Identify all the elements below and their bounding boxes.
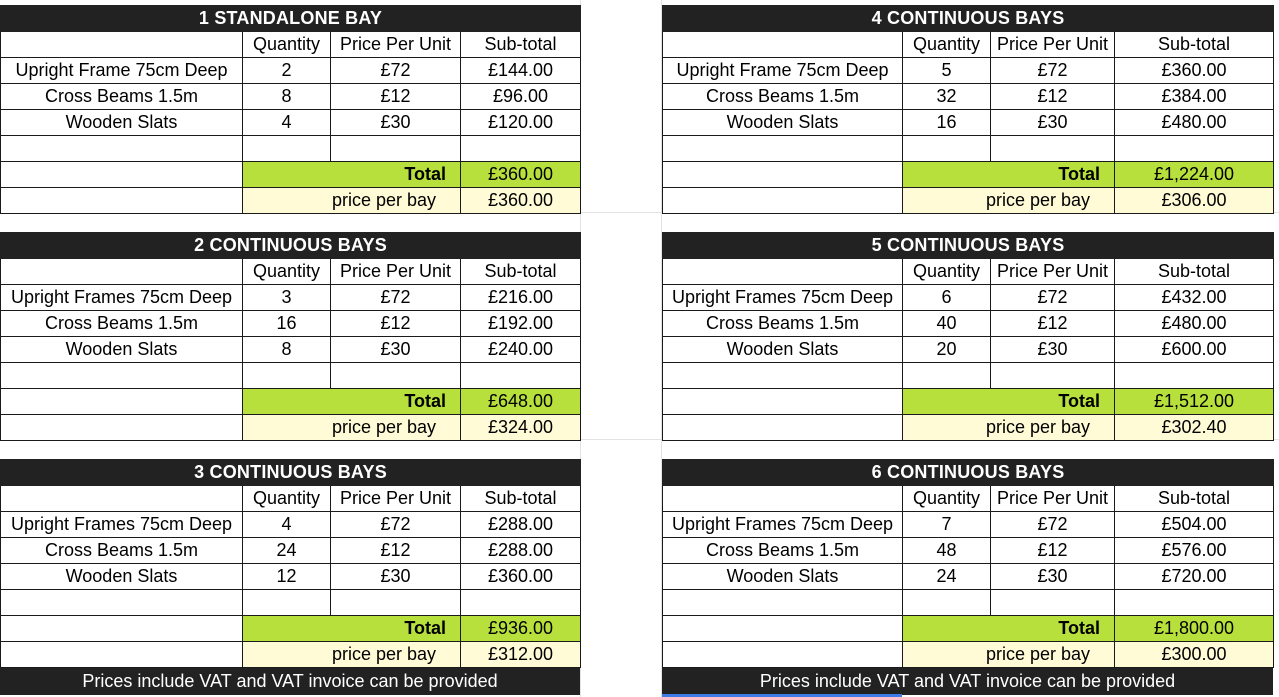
quantity-cell[interactable]: 12 bbox=[243, 564, 331, 590]
price-per-bay-label[interactable]: price per bay bbox=[243, 188, 461, 214]
price-cell[interactable]: £12 bbox=[991, 538, 1115, 564]
table-row bbox=[1, 84, 581, 110]
quantity-cell[interactable]: 24 bbox=[243, 538, 331, 564]
empty-cell[interactable] bbox=[663, 363, 903, 389]
subtotal-cell[interactable]: £288.00 bbox=[461, 512, 581, 538]
table-row bbox=[1, 564, 581, 590]
quantity-cell[interactable]: 2 bbox=[243, 58, 331, 84]
empty-cell[interactable] bbox=[331, 136, 461, 162]
empty-cell[interactable] bbox=[991, 590, 1115, 616]
item-cell[interactable]: Wooden Slats bbox=[663, 110, 903, 136]
price-per-bay-row bbox=[663, 415, 1274, 441]
price-cell[interactable]: £30 bbox=[331, 564, 461, 590]
empty-cell[interactable] bbox=[243, 363, 331, 389]
panel-title-row bbox=[663, 233, 1274, 259]
table-row bbox=[1, 538, 581, 564]
price-cell[interactable]: £72 bbox=[991, 512, 1115, 538]
empty-cell[interactable] bbox=[1, 136, 243, 162]
column-header[interactable]: Price Per Unit bbox=[991, 259, 1115, 285]
quantity-cell[interactable]: 16 bbox=[243, 311, 331, 337]
panel-title-row bbox=[1, 6, 581, 32]
subtotal-cell[interactable]: £576.00 bbox=[1115, 538, 1274, 564]
item-cell[interactable]: Cross Beams 1.5m bbox=[663, 538, 903, 564]
price-panel bbox=[662, 5, 1273, 214]
item-cell[interactable]: Cross Beams 1.5m bbox=[1, 84, 243, 110]
empty-cell[interactable] bbox=[1115, 363, 1274, 389]
price-per-bay-row bbox=[1, 415, 581, 441]
subtotal-cell[interactable]: £480.00 bbox=[1115, 311, 1274, 337]
price-cell[interactable]: £12 bbox=[331, 311, 461, 337]
empty-cell[interactable] bbox=[1, 389, 243, 415]
quantity-cell[interactable]: 20 bbox=[903, 337, 991, 363]
price-per-bay-label[interactable]: price per bay bbox=[903, 642, 1115, 668]
header-row bbox=[1, 259, 581, 285]
item-cell[interactable]: Cross Beams 1.5m bbox=[1, 538, 243, 564]
empty-cell[interactable] bbox=[663, 590, 903, 616]
table-row bbox=[663, 58, 1274, 84]
table-row bbox=[663, 110, 1274, 136]
price-panel bbox=[0, 459, 580, 668]
blank-row bbox=[1, 136, 581, 162]
table-row bbox=[1, 311, 581, 337]
empty-cell[interactable] bbox=[663, 136, 903, 162]
empty-cell[interactable] bbox=[663, 642, 903, 668]
item-cell[interactable]: Wooden Slats bbox=[1, 337, 243, 363]
subtotal-cell[interactable]: £120.00 bbox=[461, 110, 581, 136]
column-header[interactable]: Quantity bbox=[903, 259, 991, 285]
subtotal-cell[interactable]: £480.00 bbox=[1115, 110, 1274, 136]
item-cell[interactable]: Cross Beams 1.5m bbox=[663, 84, 903, 110]
quantity-cell[interactable]: 16 bbox=[903, 110, 991, 136]
empty-cell[interactable] bbox=[663, 162, 903, 188]
price-per-bay-row bbox=[663, 188, 1274, 214]
subtotal-cell[interactable]: £216.00 bbox=[461, 285, 581, 311]
total-label[interactable]: Total bbox=[903, 389, 1115, 415]
total-value[interactable]: £1,512.00 bbox=[1115, 389, 1274, 415]
empty-cell[interactable] bbox=[461, 363, 581, 389]
price-per-bay-row bbox=[1, 188, 581, 214]
column-header[interactable]: Quantity bbox=[903, 32, 991, 58]
empty-cell[interactable] bbox=[1115, 590, 1274, 616]
column-header[interactable]: Price Per Unit bbox=[331, 486, 461, 512]
table-row bbox=[663, 337, 1274, 363]
total-row bbox=[663, 389, 1274, 415]
panel-title[interactable]: 2 CONTINUOUS BAYS bbox=[1, 233, 581, 259]
price-panel bbox=[0, 232, 580, 441]
panel-title[interactable]: 1 STANDALONE BAY bbox=[1, 6, 581, 32]
price-per-bay-value[interactable]: £306.00 bbox=[1115, 188, 1274, 214]
column-header[interactable] bbox=[663, 486, 903, 512]
price-cell[interactable]: £30 bbox=[991, 564, 1115, 590]
empty-cell[interactable] bbox=[663, 616, 903, 642]
column-header[interactable]: Price Per Unit bbox=[991, 32, 1115, 58]
panel-title-row bbox=[1, 233, 581, 259]
price-panel bbox=[662, 232, 1273, 441]
total-row bbox=[1, 162, 581, 188]
price-panel bbox=[662, 459, 1273, 668]
panel-title[interactable]: 3 CONTINUOUS BAYS bbox=[1, 460, 581, 486]
table-row bbox=[1, 337, 581, 363]
table-row bbox=[1, 285, 581, 311]
column-header[interactable]: Price Per Unit bbox=[991, 486, 1115, 512]
panel-title-row bbox=[1, 460, 581, 486]
vat-note-left: Prices include VAT and VAT invoice can be provided bbox=[0, 668, 580, 695]
quantity-cell[interactable]: 48 bbox=[903, 538, 991, 564]
quantity-cell[interactable]: 4 bbox=[243, 110, 331, 136]
blank-row bbox=[1, 363, 581, 389]
subtotal-cell[interactable]: £96.00 bbox=[461, 84, 581, 110]
quantity-cell[interactable]: 8 bbox=[243, 84, 331, 110]
item-cell[interactable]: Wooden Slats bbox=[1, 564, 243, 590]
item-cell[interactable]: Wooden Slats bbox=[1, 110, 243, 136]
total-row bbox=[663, 616, 1274, 642]
price-cell[interactable]: £12 bbox=[331, 84, 461, 110]
price-per-bay-label[interactable]: price per bay bbox=[243, 415, 461, 441]
header-row bbox=[1, 486, 581, 512]
table-row bbox=[1, 58, 581, 84]
subtotal-cell[interactable]: £192.00 bbox=[461, 311, 581, 337]
table-row bbox=[1, 110, 581, 136]
empty-cell[interactable] bbox=[461, 590, 581, 616]
price-per-bay-label[interactable]: price per bay bbox=[243, 642, 461, 668]
empty-cell[interactable] bbox=[663, 188, 903, 214]
column-header[interactable]: Quantity bbox=[903, 486, 991, 512]
total-value[interactable]: £936.00 bbox=[461, 616, 581, 642]
panel-title-row bbox=[663, 6, 1274, 32]
price-per-bay-row bbox=[1, 642, 581, 668]
column-header[interactable] bbox=[1, 32, 243, 58]
blank-row bbox=[663, 136, 1274, 162]
empty-cell[interactable] bbox=[903, 363, 991, 389]
price-per-bay-value[interactable]: £324.00 bbox=[461, 415, 581, 441]
price-cell[interactable]: £72 bbox=[991, 58, 1115, 84]
empty-cell[interactable] bbox=[461, 136, 581, 162]
table-row bbox=[663, 311, 1274, 337]
empty-cell[interactable] bbox=[1, 642, 243, 668]
empty-cell[interactable] bbox=[991, 136, 1115, 162]
price-cell[interactable]: £30 bbox=[991, 337, 1115, 363]
column-header[interactable] bbox=[1, 259, 243, 285]
item-cell[interactable]: Upright Frames 75cm Deep bbox=[663, 512, 903, 538]
total-value[interactable]: £648.00 bbox=[461, 389, 581, 415]
price-panel bbox=[0, 5, 580, 214]
item-cell[interactable]: Cross Beams 1.5m bbox=[1, 311, 243, 337]
item-cell[interactable]: Wooden Slats bbox=[663, 337, 903, 363]
total-value[interactable]: £360.00 bbox=[461, 162, 581, 188]
vat-note-right: Prices include VAT and VAT invoice can be provided bbox=[662, 668, 1273, 695]
column-header[interactable]: Sub-total bbox=[1115, 486, 1274, 512]
column-header[interactable] bbox=[1, 486, 243, 512]
total-label[interactable]: Total bbox=[243, 162, 461, 188]
price-per-bay-row bbox=[663, 642, 1274, 668]
quantity-cell[interactable]: 4 bbox=[243, 512, 331, 538]
price-cell[interactable]: £72 bbox=[991, 285, 1115, 311]
empty-cell[interactable] bbox=[331, 363, 461, 389]
subtotal-cell[interactable]: £360.00 bbox=[1115, 58, 1274, 84]
empty-cell[interactable] bbox=[1, 188, 243, 214]
quantity-cell[interactable]: 7 bbox=[903, 512, 991, 538]
item-cell[interactable]: Wooden Slats bbox=[663, 564, 903, 590]
total-row bbox=[1, 389, 581, 415]
price-cell[interactable]: £12 bbox=[331, 538, 461, 564]
column-header[interactable]: Quantity bbox=[243, 486, 331, 512]
empty-cell[interactable] bbox=[1, 415, 243, 441]
subtotal-cell[interactable]: £384.00 bbox=[1115, 84, 1274, 110]
price-per-bay-value[interactable]: £312.00 bbox=[461, 642, 581, 668]
table-row bbox=[663, 512, 1274, 538]
quantity-cell[interactable]: 8 bbox=[243, 337, 331, 363]
price-per-bay-value[interactable]: £360.00 bbox=[461, 188, 581, 214]
quantity-cell[interactable]: 3 bbox=[243, 285, 331, 311]
item-cell[interactable]: Cross Beams 1.5m bbox=[663, 311, 903, 337]
item-cell[interactable]: Upright Frames 75cm Deep bbox=[1, 512, 243, 538]
table-row bbox=[663, 538, 1274, 564]
column-header[interactable]: Price Per Unit bbox=[331, 259, 461, 285]
column-header[interactable]: Quantity bbox=[243, 32, 331, 58]
subtotal-cell[interactable]: £288.00 bbox=[461, 538, 581, 564]
table-row bbox=[663, 564, 1274, 590]
header-row bbox=[663, 486, 1274, 512]
subtotal-cell[interactable]: £504.00 bbox=[1115, 512, 1274, 538]
blank-row bbox=[663, 363, 1274, 389]
price-cell[interactable]: £30 bbox=[331, 110, 461, 136]
subtotal-cell[interactable]: £360.00 bbox=[461, 564, 581, 590]
quantity-cell[interactable]: 6 bbox=[903, 285, 991, 311]
item-cell[interactable]: Upright Frames 75cm Deep bbox=[663, 285, 903, 311]
total-label[interactable]: Total bbox=[243, 389, 461, 415]
total-value[interactable]: £1,224.00 bbox=[1115, 162, 1274, 188]
price-cell[interactable]: £12 bbox=[991, 311, 1115, 337]
price-per-bay-label[interactable]: price per bay bbox=[903, 188, 1115, 214]
subtotal-cell[interactable]: £600.00 bbox=[1115, 337, 1274, 363]
empty-cell[interactable] bbox=[663, 415, 903, 441]
quantity-cell[interactable]: 40 bbox=[903, 311, 991, 337]
subtotal-cell[interactable]: £720.00 bbox=[1115, 564, 1274, 590]
empty-cell[interactable] bbox=[1, 590, 243, 616]
panel-title[interactable]: 5 CONTINUOUS BAYS bbox=[663, 233, 1274, 259]
total-row bbox=[1, 616, 581, 642]
quantity-cell[interactable]: 5 bbox=[903, 58, 991, 84]
price-cell[interactable]: £12 bbox=[991, 84, 1115, 110]
column-header[interactable]: Sub-total bbox=[1115, 32, 1274, 58]
empty-cell[interactable] bbox=[1, 162, 243, 188]
table-row bbox=[663, 285, 1274, 311]
empty-cell[interactable] bbox=[1, 363, 243, 389]
column-header[interactable] bbox=[663, 32, 903, 58]
subtotal-cell[interactable]: £240.00 bbox=[461, 337, 581, 363]
price-cell[interactable]: £72 bbox=[331, 58, 461, 84]
empty-cell[interactable] bbox=[903, 590, 991, 616]
table-row bbox=[1, 512, 581, 538]
header-row bbox=[663, 259, 1274, 285]
column-header[interactable] bbox=[663, 259, 903, 285]
column-header[interactable]: Sub-total bbox=[1115, 259, 1274, 285]
quantity-cell[interactable]: 32 bbox=[903, 84, 991, 110]
total-value[interactable]: £1,800.00 bbox=[1115, 616, 1274, 642]
empty-cell[interactable] bbox=[991, 363, 1115, 389]
empty-cell[interactable] bbox=[1115, 136, 1274, 162]
total-label[interactable]: Total bbox=[243, 616, 461, 642]
quantity-cell[interactable]: 24 bbox=[903, 564, 991, 590]
header-row bbox=[1, 32, 581, 58]
panel-title[interactable]: 6 CONTINUOUS BAYS bbox=[663, 460, 1274, 486]
price-cell[interactable]: £30 bbox=[991, 110, 1115, 136]
empty-cell[interactable] bbox=[903, 136, 991, 162]
price-per-bay-value[interactable]: £300.00 bbox=[1115, 642, 1274, 668]
total-row bbox=[663, 162, 1274, 188]
item-cell[interactable]: Upright Frame 75cm Deep bbox=[1, 58, 243, 84]
price-per-bay-value[interactable]: £302.40 bbox=[1115, 415, 1274, 441]
subtotal-cell[interactable]: £432.00 bbox=[1115, 285, 1274, 311]
empty-cell[interactable] bbox=[331, 590, 461, 616]
price-cell[interactable]: £72 bbox=[331, 512, 461, 538]
total-label[interactable]: Total bbox=[903, 162, 1115, 188]
item-cell[interactable]: Upright Frame 75cm Deep bbox=[663, 58, 903, 84]
panel-title-row bbox=[663, 460, 1274, 486]
column-header[interactable]: Price Per Unit bbox=[331, 32, 461, 58]
column-header[interactable]: Sub-total bbox=[461, 259, 581, 285]
panel-title[interactable]: 4 CONTINUOUS BAYS bbox=[663, 6, 1274, 32]
empty-cell[interactable] bbox=[663, 389, 903, 415]
subtotal-cell[interactable]: £144.00 bbox=[461, 58, 581, 84]
column-header[interactable]: Sub-total bbox=[461, 486, 581, 512]
empty-cell[interactable] bbox=[243, 590, 331, 616]
table-row bbox=[663, 84, 1274, 110]
empty-cell[interactable] bbox=[243, 136, 331, 162]
empty-cell[interactable] bbox=[1, 616, 243, 642]
price-cell[interactable]: £72 bbox=[331, 285, 461, 311]
header-row bbox=[663, 32, 1274, 58]
column-header[interactable]: Quantity bbox=[243, 259, 331, 285]
blank-row bbox=[1, 590, 581, 616]
blank-row bbox=[663, 590, 1274, 616]
price-cell[interactable]: £30 bbox=[331, 337, 461, 363]
total-label[interactable]: Total bbox=[903, 616, 1115, 642]
price-per-bay-label[interactable]: price per bay bbox=[903, 415, 1115, 441]
column-header[interactable]: Sub-total bbox=[461, 32, 581, 58]
item-cell[interactable]: Upright Frames 75cm Deep bbox=[1, 285, 243, 311]
